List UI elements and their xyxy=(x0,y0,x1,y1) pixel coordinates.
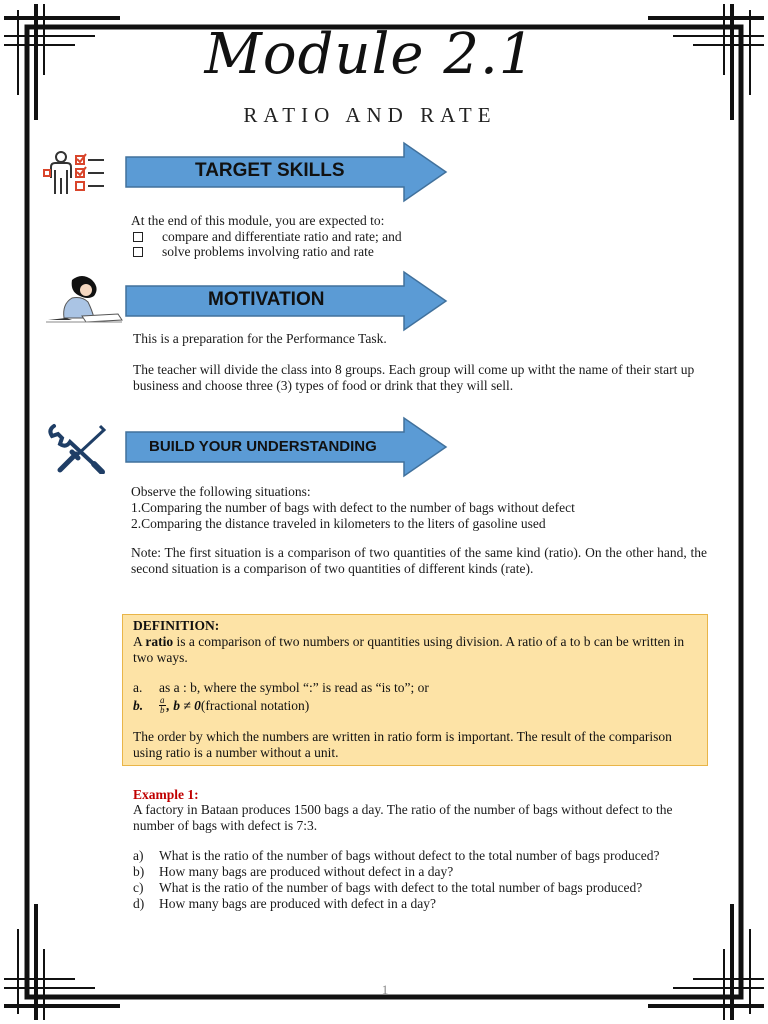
list-item: c) What is the ratio of the number of bags with defect to the total number of bags produced? xyxy=(133,880,643,895)
example-1-questions xyxy=(133,848,703,912)
list-item: b. a b , b ≠ 0 (fractional notation) xyxy=(133,695,310,715)
page-number: 1 xyxy=(381,982,389,997)
list-item: solve problems involving ratio and rate xyxy=(131,244,402,259)
list-item: 1.Comparing the number of bags with defect to the number of bags without defect xyxy=(131,500,575,515)
motivation-paragraph-2: The teacher will divide the class into 8 groups. Each group will come up witht the name of their start up business and choose three (3) types of food or drink that they will sell. xyxy=(133,362,695,393)
definition-heading: DEFINITION: xyxy=(133,618,220,633)
list-item: a) What is the ratio of the number of bags without defect to the total number of bags produced? xyxy=(133,848,660,863)
build-understanding-label: BUILD YOUR UNDERSTANDING xyxy=(149,438,377,455)
definition-closing: The order by which the numbers are written in ratio form is important. The result of the comparison using ratio is a number without a unit. xyxy=(133,729,672,760)
reading-child-icon xyxy=(42,274,124,326)
checklist-person-icon xyxy=(42,150,108,198)
module-title: Module 2.1 xyxy=(204,22,536,87)
list-item: 2.Comparing the distance traveled in kilometers to the liters of gasoline used xyxy=(131,516,546,531)
example-1-heading: Example 1: xyxy=(133,787,199,802)
motivation-label: MOTIVATION xyxy=(208,289,325,310)
checkbox-bullet-icon xyxy=(133,232,143,242)
wrench-screwdriver-icon xyxy=(46,422,108,474)
example-1-problem: A factory in Bataan produces 1500 bags a day. The ratio of the number of bags without defect to the number of bags with defect is 7:3. xyxy=(133,802,673,833)
observe-intro: Observe the following situations: xyxy=(131,484,311,499)
build-section-text xyxy=(131,484,711,532)
motivation-paragraph-1: This is a preparation for the Performance Task. xyxy=(133,331,387,346)
fraction-a-over-b: a b xyxy=(160,695,165,715)
list-item: b) How many bags are produced without defect in a day? xyxy=(133,864,454,879)
list-item: d) How many bags are produced with defect in a day? xyxy=(133,896,437,911)
definition-text: A ratio is a comparison of two numbers or quantities using division. A ratio of a to b can be written in two ways. xyxy=(133,634,685,665)
list-item: a. as a : b, where the symbol “:” is read as “is to”; or xyxy=(133,680,429,695)
ratio-rate-note: Note: The first situation is a comparison of two quantities of the same kind (ratio). On the other hand, the second situation is a comparison of two quantities of different kinds (rate). xyxy=(131,545,707,576)
list-item: compare and differentiate ratio and rate; and xyxy=(131,229,402,244)
definition-box xyxy=(122,614,708,766)
target-skills-label: TARGET SKILLS xyxy=(195,160,345,181)
checkbox-bullet-icon xyxy=(133,247,143,257)
target-skills-intro: At the end of this module, you are expected to: xyxy=(131,213,385,228)
module-subtitle: RATIO AND RATE xyxy=(243,103,497,127)
